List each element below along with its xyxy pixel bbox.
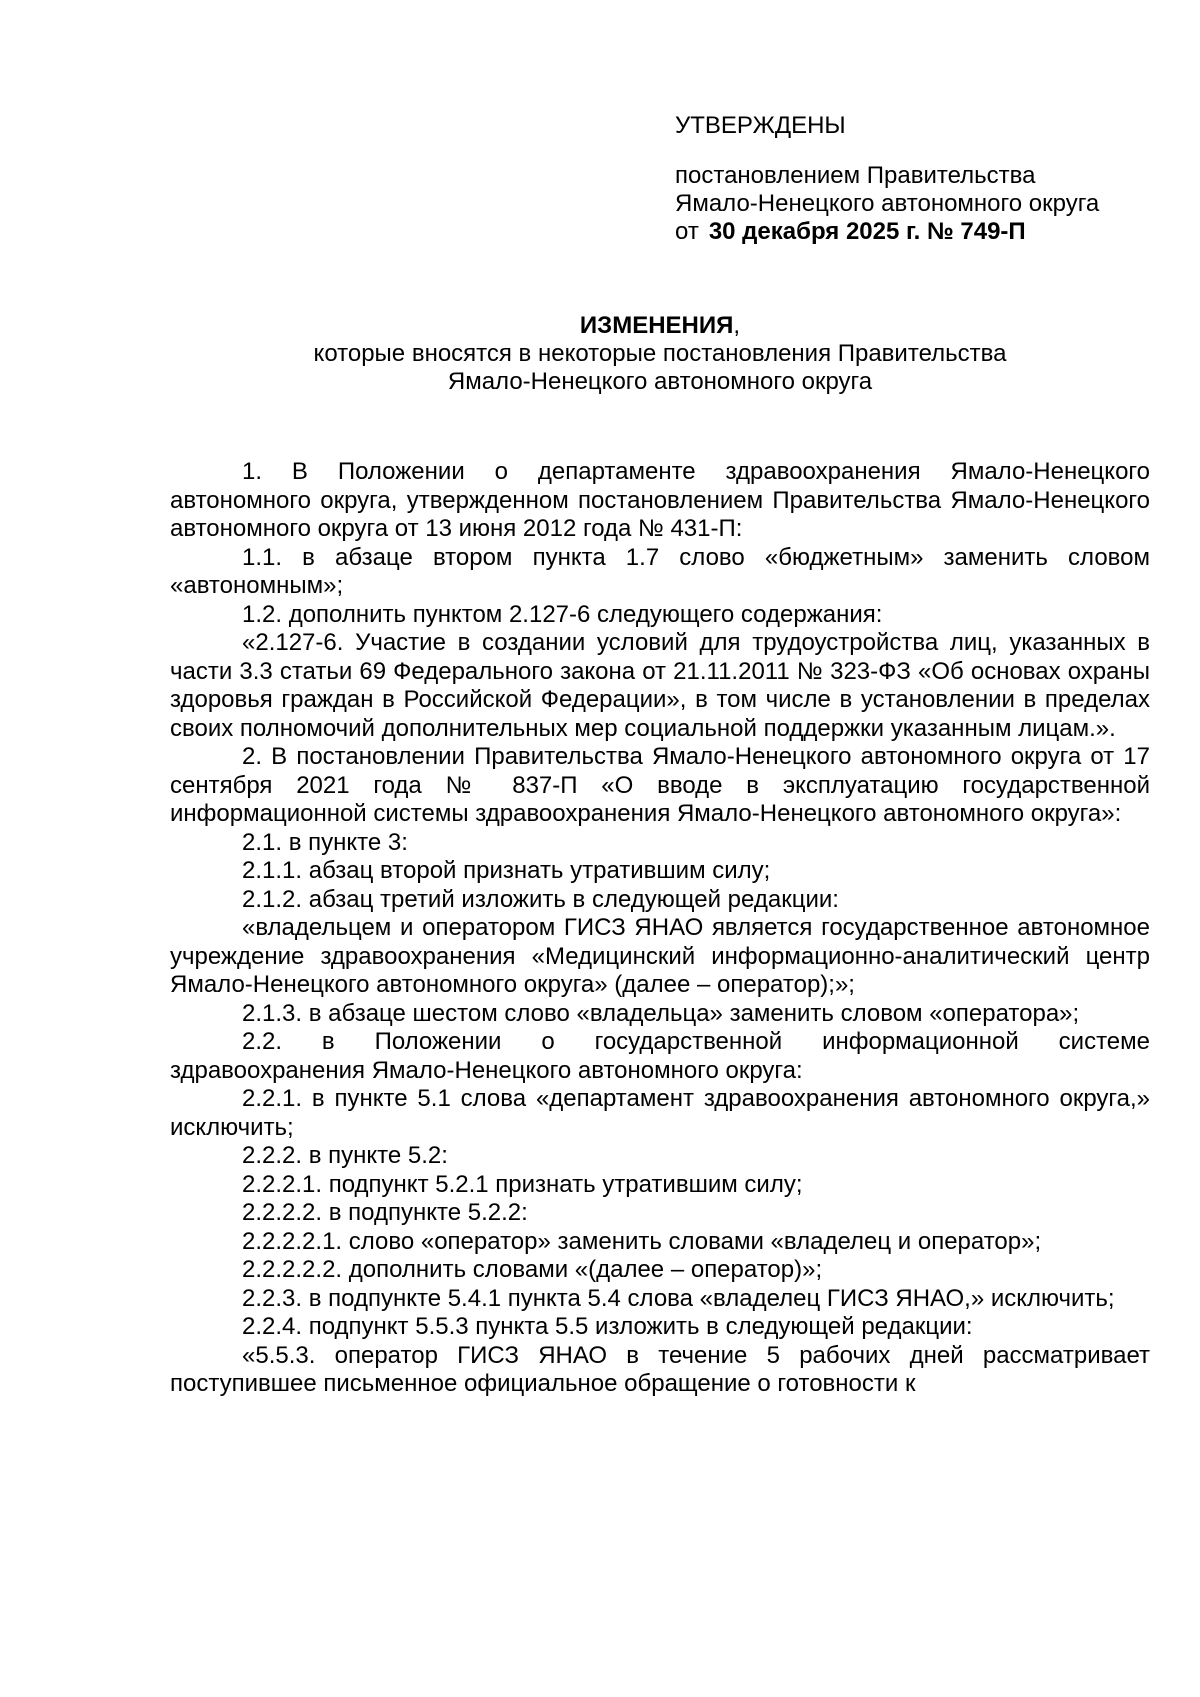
approval-line-1: постановлением Правительства [675,162,1036,189]
title-main: ИЗМЕНЕНИЯ [579,312,734,339]
paragraph: 2.2.2.2. в подпункте 5.2.2: [242,1199,528,1226]
approval-block [675,112,1175,246]
paragraph: 2.2.1. в пункте 5.1 слова «департамент здравоохранения автономного округа,» исключить; [170,1085,1150,1141]
paragraph: «5.5.3. оператор ГИСЗ ЯНАО в течение 5 рабочих дней рассматривает поступившее письменное официальное обращение о готовности к [170,1341,1150,1397]
paragraph: 2.2. в Положении о государственной информационной системе здравоохранения Ямало-Ненецкого автономного округа: [170,1028,1150,1084]
approval-heading: УТВЕРЖДЕНЫ [675,112,846,139]
paragraph: 2.2.4. подпункт 5.5.3 пункта 5.5 изложить в следующей редакции: [242,1313,973,1340]
paragraph: 2.2.2.2.2. дополнить словами «(далее – оператор)»; [242,1256,823,1283]
paragraph: 2.2.2.1. подпункт 5.2.1 признать утратившим силу; [242,1170,803,1198]
paragraph: 1. В Положении о департаменте здравоохранения Ямало-Ненецкого автономного округа, утвержденном постановлением Правительства Ямало-Ненецкого автономного округа от 13 июня 2012 года № 431-П: [170,458,1150,542]
paragraph: 2. В постановлении Правительства Ямало-Ненецкого автономного округа от 17 сентября 2021 года № 837-П «О вводе в эксплуатацию государственной информационной системы здравоохранения Ямало-Ненецкого автономного округа»: [170,743,1150,827]
paragraph: 2.2.2.2.1. слово «оператор» заменить словами «владелец и оператор»; [242,1227,1042,1255]
title-line-1 [170,312,1150,340]
paragraph: 1.1. в абзаце втором пункта 1.7 слово «бюджетным» заменить словом «автономным»; [170,543,1150,599]
document-title [170,312,1150,396]
paragraph: «2.127-6. Участие в создании условий для трудоустройства лиц, указанных в части 3.3 статьи 69 Федерального закона от 21.11.2011 № 323-ФЗ «Об основах охраны здоровья граждан в Российской Федерации», в том числе в установлении в пределах своих полномочий дополнительных мер социальной поддержки указанным лицам.». [170,629,1150,742]
title-line-3: Ямало-Ненецкого автономного округа [447,368,873,395]
paragraph: 2.2.2. в пункте 5.2: [242,1142,448,1169]
approval-date-value: 30 декабря 2025 г. № 749-П [708,218,1026,245]
title-line-2: которые вносятся в некоторые постановления Правительства [313,340,1007,367]
paragraph: 2.1.2. абзац третий изложить в следующей редакции: [242,885,839,913]
title-main-suffix: , [733,312,741,339]
paragraph: 1.2. дополнить пунктом 2.127-6 следующего содержания: [242,600,883,628]
paragraph: 2.1.1. абзац второй признать утратившим силу; [242,857,771,884]
paragraph: «владельцем и оператором ГИСЗ ЯНАО является государственное автономное учреждение здравоохранения «Медицинский информационно-аналитический центр Ямало-Ненецкого автономного округа» (далее – оператор);»; [170,914,1150,998]
approval-date [675,218,1175,246]
approval-line-2: Ямало-Ненецкого автономного округа [675,190,1100,217]
paragraph: 2.1. в пункте 3: [242,828,408,856]
paragraph: 2.1.3. в абзаце шестом слово «владельца» заменить словом «оператора»; [242,999,1080,1027]
approval-date-prefix: от [675,218,699,245]
paragraph: 2.2.3. в подпункте 5.4.1 пункта 5.4 слова «владелец ГИСЗ ЯНАО,» исключить; [242,1284,1115,1312]
document-body [170,458,1150,1399]
